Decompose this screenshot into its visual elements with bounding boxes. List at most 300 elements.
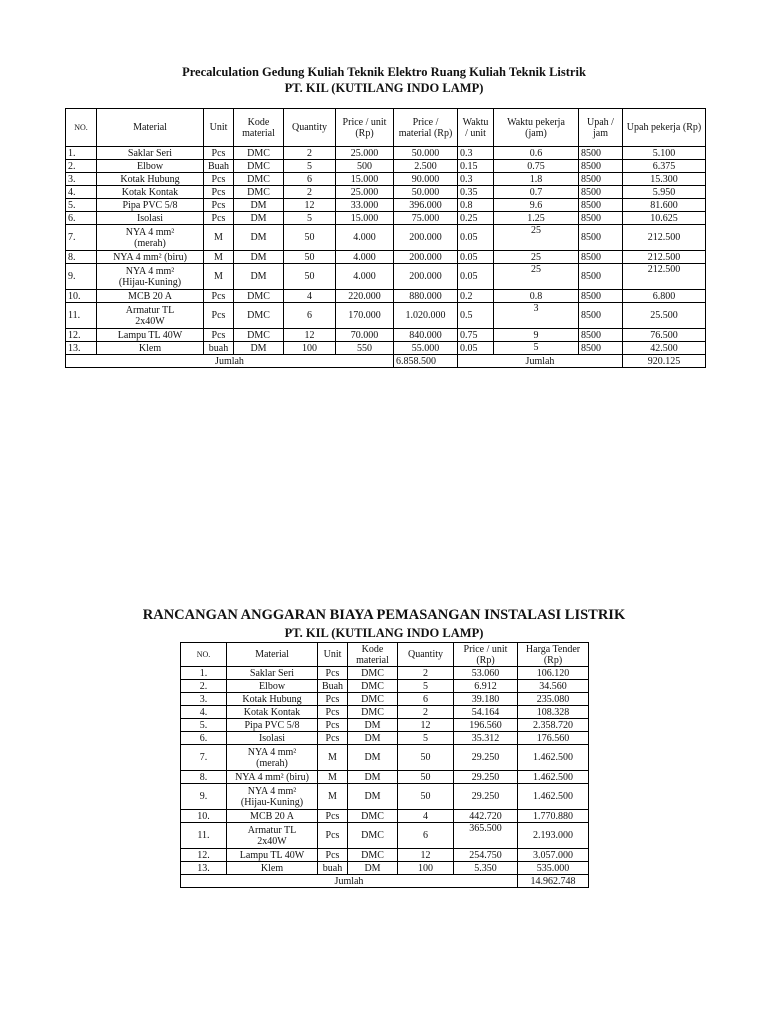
row-no: 4. (66, 186, 97, 199)
row-upah-jam: 8500 (579, 264, 623, 290)
row-upah-pekerja: 212.500 (623, 225, 706, 251)
precalc-row (66, 329, 706, 342)
rab-row-material (227, 680, 318, 693)
row-unit: Pcs (204, 186, 234, 199)
rab-row-harga: 176.560 (518, 732, 589, 745)
rab-row-harga: 1.462.500 (518, 745, 589, 771)
row-material (97, 160, 204, 173)
row-price-material: 2.500 (394, 160, 458, 173)
total-label-2: Jumlah (458, 355, 623, 368)
rab-header-harga: Harga Tender (Rp) (518, 643, 589, 667)
row-no: 11. (66, 303, 97, 329)
material-name: Kotak Kontak (243, 706, 301, 718)
row-quantity: 6 (284, 303, 336, 329)
rab-row-unit: Pcs (318, 719, 348, 732)
row-price-unit: 4.000 (336, 251, 394, 264)
row-upah-pekerja: 76.500 (623, 329, 706, 342)
row-waktu-pekerja: 1.25 (494, 212, 579, 225)
rab-row-material (227, 719, 318, 732)
precalc-row (66, 264, 706, 290)
row-waktu-pekerja: 0.8 (494, 290, 579, 303)
rab-row-price-unit: 5.350 (454, 862, 518, 875)
precalc-row (66, 173, 706, 186)
rab-row-unit: M (318, 771, 348, 784)
row-upah-jam: 8500 (579, 329, 623, 342)
precalc-row (66, 303, 706, 329)
precalc-total-row (66, 355, 706, 368)
precalc-row (66, 251, 706, 264)
rab-row-no: 10. (181, 810, 227, 823)
material-name: Elbow (136, 160, 164, 172)
material-name: Klem (260, 862, 284, 874)
rab-row-unit: Pcs (318, 667, 348, 680)
row-price-material: 840.000 (394, 329, 458, 342)
row-upah-pekerja: 6.375 (623, 160, 706, 173)
row-upah-jam: 8500 (579, 173, 623, 186)
row-no: 5. (66, 199, 97, 212)
rab-row-kode: DM (348, 784, 398, 810)
row-price-material: 50.000 (394, 186, 458, 199)
rab-row-price-unit: 442.720 (454, 810, 518, 823)
rab-row-price-unit: 196.560 (454, 719, 518, 732)
precalc-row (66, 199, 706, 212)
material-name: Lampu TL 40W (117, 329, 183, 341)
material-detail: (Hijau-Kuning) (240, 796, 304, 808)
rab-row-no: 2. (181, 680, 227, 693)
row-waktu-pekerja: 0.7 (494, 186, 579, 199)
rab-row-price-unit: 39.180 (454, 693, 518, 706)
row-waktu-unit: 0.8 (458, 199, 494, 212)
row-waktu-unit: 0.2 (458, 290, 494, 303)
precalc-row (66, 147, 706, 160)
row-kode: DM (234, 212, 284, 225)
row-upah-jam: 8500 (579, 290, 623, 303)
row-waktu-pekerja: 1.8 (494, 173, 579, 186)
material-name: Isolasi (258, 732, 286, 744)
rab-row-material (227, 810, 318, 823)
rab-row-kode: DMC (348, 810, 398, 823)
row-unit: Pcs (204, 303, 234, 329)
rab-row-no: 1. (181, 667, 227, 680)
row-price-material: 55.000 (394, 342, 458, 355)
material-name: NYA 4 mm² (biru) (235, 771, 309, 783)
rab-row-quantity: 5 (398, 680, 454, 693)
row-material (97, 147, 204, 160)
rab-row-unit: Pcs (318, 693, 348, 706)
row-price-unit: 170.000 (336, 303, 394, 329)
rab-row-material (227, 745, 318, 771)
material-detail: 2x40W (257, 835, 287, 847)
row-upah-pekerja: 212.500 (623, 264, 706, 290)
row-quantity: 50 (284, 251, 336, 264)
rab-total: 14.962.748 (518, 875, 589, 888)
row-waktu-unit: 0.25 (458, 212, 494, 225)
material-name: Saklar Seri (127, 147, 173, 159)
rab-row (181, 862, 589, 875)
rab-row-quantity: 50 (398, 745, 454, 771)
rab-company: PT. KIL (KUTILANG INDO LAMP) (284, 626, 484, 640)
row-upah-jam: 8500 (579, 251, 623, 264)
rab-row-material (227, 862, 318, 875)
row-quantity: 50 (284, 225, 336, 251)
rab-row-harga: 1.462.500 (518, 771, 589, 784)
rab-row (181, 823, 589, 849)
rab-row-harga: 235.080 (518, 693, 589, 706)
row-quantity: 2 (284, 186, 336, 199)
rab-row-harga: 2.358.720 (518, 719, 589, 732)
row-kode: DMC (234, 186, 284, 199)
rab-row-price-unit: 54.164 (454, 706, 518, 719)
precalc-table (65, 108, 706, 368)
row-no: 10. (66, 290, 97, 303)
row-material (97, 264, 204, 290)
row-no: 8. (66, 251, 97, 264)
row-no: 1. (66, 147, 97, 160)
rab-row-quantity: 100 (398, 862, 454, 875)
rab-row (181, 706, 589, 719)
material-detail: (merah) (256, 757, 288, 769)
row-upah-jam: 8500 (579, 160, 623, 173)
precalc-row (66, 290, 706, 303)
material-name: Armatur TL (125, 304, 175, 316)
rab-row-material (227, 849, 318, 862)
row-waktu-pekerja: 9.6 (494, 199, 579, 212)
row-kode: DM (234, 199, 284, 212)
row-upah-pekerja: 15.300 (623, 173, 706, 186)
row-waktu-pekerja: 0.75 (494, 160, 579, 173)
rab-row-kode: DMC (348, 849, 398, 862)
row-price-unit: 15.000 (336, 212, 394, 225)
rab-row (181, 732, 589, 745)
rab-row (181, 849, 589, 862)
row-unit: Pcs (204, 147, 234, 160)
rab-row-quantity: 6 (398, 693, 454, 706)
row-unit: buah (204, 342, 234, 355)
row-waktu-unit: 0.3 (458, 173, 494, 186)
rab-row-price-unit: 29.250 (454, 784, 518, 810)
row-kode: DMC (234, 160, 284, 173)
row-upah-jam: 8500 (579, 147, 623, 160)
rab-row (181, 784, 589, 810)
rab-row-kode: DM (348, 745, 398, 771)
row-waktu-unit: 0.05 (458, 342, 494, 355)
row-quantity: 4 (284, 290, 336, 303)
rab-row (181, 771, 589, 784)
precalc-company: PT. KIL (KUTILANG INDO LAMP) (284, 81, 484, 95)
row-material (97, 186, 204, 199)
rab-row-no: 12. (181, 849, 227, 862)
rab-row-price-unit: 254.750 (454, 849, 518, 862)
rab-title: RANCANGAN ANGGARAN BIAYA PEMASANGAN INSTALASI LISTRIK (142, 607, 626, 623)
rab-row-price-unit: 35.312 (454, 732, 518, 745)
rab-row-kode: DM (348, 719, 398, 732)
row-kode: DMC (234, 303, 284, 329)
rab-row-harga: 106.120 (518, 667, 589, 680)
header-upah-pekerja: Upah pekerja (Rp) (623, 109, 706, 147)
row-kode: DM (234, 264, 284, 290)
row-no: 2. (66, 160, 97, 173)
rab-row (181, 667, 589, 680)
row-material (97, 251, 204, 264)
row-waktu-pekerja: 25 (494, 225, 579, 251)
row-quantity: 5 (284, 212, 336, 225)
row-price-material: 50.000 (394, 147, 458, 160)
rab-row-material (227, 771, 318, 784)
row-price-unit: 25.000 (336, 186, 394, 199)
row-quantity: 6 (284, 173, 336, 186)
rab-row-harga: 1.462.500 (518, 784, 589, 810)
rab-row-unit: Pcs (318, 732, 348, 745)
material-name: Armatur TL (247, 824, 297, 836)
material-name: Kotak Hubung (120, 173, 180, 185)
row-kode: DM (234, 251, 284, 264)
row-quantity: 100 (284, 342, 336, 355)
total-label: Jumlah (66, 355, 394, 368)
rab-row-quantity: 5 (398, 732, 454, 745)
rab-row-material (227, 732, 318, 745)
rab-row (181, 719, 589, 732)
rab-row-kode: DMC (348, 693, 398, 706)
row-unit: Pcs (204, 290, 234, 303)
row-price-unit: 33.000 (336, 199, 394, 212)
header-quantity: Quantity (284, 109, 336, 147)
row-material (97, 199, 204, 212)
rab-row-no: 11. (181, 823, 227, 849)
rab-row-quantity: 50 (398, 784, 454, 810)
row-upah-jam: 8500 (579, 212, 623, 225)
row-waktu-unit: 0.35 (458, 186, 494, 199)
rab-total-row (181, 875, 589, 888)
header-price-unit: Price / unit (Rp) (336, 109, 394, 147)
rab-row-material (227, 667, 318, 680)
row-upah-pekerja: 6.800 (623, 290, 706, 303)
row-waktu-unit: 0.05 (458, 264, 494, 290)
row-waktu-pekerja: 3 (494, 303, 579, 329)
row-waktu-unit: 0.75 (458, 329, 494, 342)
precalc-title: Precalculation Gedung Kuliah Teknik Elektro Ruang Kuliah Teknik Listrik (182, 65, 586, 79)
rab-row-quantity: 12 (398, 719, 454, 732)
row-price-unit: 25.000 (336, 147, 394, 160)
rab-row-material (227, 784, 318, 810)
row-unit: Pcs (204, 199, 234, 212)
rab-row-kode: DM (348, 732, 398, 745)
precalc-row (66, 342, 706, 355)
precalc-row (66, 212, 706, 225)
rab-row-quantity: 2 (398, 706, 454, 719)
row-material (97, 225, 204, 251)
rab-header-no: NO. (181, 643, 227, 667)
rab-row-unit: M (318, 784, 348, 810)
row-price-material: 200.000 (394, 264, 458, 290)
row-price-unit: 4.000 (336, 225, 394, 251)
row-upah-jam: 8500 (579, 303, 623, 329)
rab-row-no: 3. (181, 693, 227, 706)
rab-row-harga: 2.193.000 (518, 823, 589, 849)
material-name: Lampu TL 40W (239, 849, 305, 861)
material-name: NYA 4 mm² (125, 265, 175, 277)
rab-row-no: 8. (181, 771, 227, 784)
rab-row-kode: DM (348, 862, 398, 875)
row-material (97, 342, 204, 355)
header-waktu-pekerja: Waktu pekerja (jam) (494, 109, 579, 147)
material-name: MCB 20 A (250, 810, 294, 822)
material-name: Elbow (258, 680, 286, 692)
material-name: Isolasi (136, 212, 164, 224)
row-kode: DMC (234, 173, 284, 186)
row-price-material: 75.000 (394, 212, 458, 225)
row-no: 7. (66, 225, 97, 251)
rab-row-quantity: 50 (398, 771, 454, 784)
row-upah-pekerja: 5.950 (623, 186, 706, 199)
rab-header-price-unit: Price / unit (Rp) (454, 643, 518, 667)
row-unit: M (204, 251, 234, 264)
row-waktu-pekerja: 0.6 (494, 147, 579, 160)
row-kode: DMC (234, 290, 284, 303)
rab-row-quantity: 12 (398, 849, 454, 862)
row-unit: Pcs (204, 212, 234, 225)
rab-row-unit: Pcs (318, 849, 348, 862)
row-kode: DMC (234, 329, 284, 342)
row-unit: M (204, 225, 234, 251)
row-price-unit: 4.000 (336, 264, 394, 290)
rab-row-kode: DMC (348, 680, 398, 693)
row-price-material: 880.000 (394, 290, 458, 303)
rab-row (181, 745, 589, 771)
rab-row-price-unit: 6.912 (454, 680, 518, 693)
material-name: Klem (138, 342, 162, 354)
row-price-material: 200.000 (394, 251, 458, 264)
material-detail: 2x40W (135, 315, 165, 327)
rab-row-kode: DMC (348, 823, 398, 849)
rab-header-row (181, 643, 589, 667)
row-kode: DMC (234, 147, 284, 160)
header-upah-jam: Upah / jam (579, 109, 623, 147)
rab-row-material (227, 823, 318, 849)
rab-row (181, 810, 589, 823)
row-upah-pekerja: 10.625 (623, 212, 706, 225)
header-material: Material (97, 109, 204, 147)
rab-row-no: 4. (181, 706, 227, 719)
header-kode: Kode material (234, 109, 284, 147)
material-name: MCB 20 A (128, 290, 172, 302)
row-price-material: 1.020.000 (394, 303, 458, 329)
row-waktu-unit: 0.5 (458, 303, 494, 329)
rab-row-no: 9. (181, 784, 227, 810)
rab-row-quantity: 2 (398, 667, 454, 680)
row-no: 13. (66, 342, 97, 355)
rab-row-kode: DM (348, 771, 398, 784)
row-unit: Buah (204, 160, 234, 173)
material-name: NYA 4 mm² (125, 226, 175, 238)
row-price-material: 90.000 (394, 173, 458, 186)
rab-row-unit: buah (318, 862, 348, 875)
material-name: Saklar Seri (249, 667, 295, 679)
row-no: 9. (66, 264, 97, 290)
rab-row (181, 693, 589, 706)
header-waktu-unit: Waktu / unit (458, 109, 494, 147)
material-name: Pipa PVC 5/8 (244, 719, 300, 731)
precalc-row (66, 225, 706, 251)
header-no: NO. (66, 109, 97, 147)
rab-row-material (227, 706, 318, 719)
row-quantity: 50 (284, 264, 336, 290)
row-quantity: 5 (284, 160, 336, 173)
precalc-row (66, 186, 706, 199)
row-waktu-pekerja: 25 (494, 264, 579, 290)
rab-row-unit: Pcs (318, 823, 348, 849)
row-waktu-unit: 0.05 (458, 251, 494, 264)
rab-row-kode: DMC (348, 706, 398, 719)
row-no: 6. (66, 212, 97, 225)
header-price-material: Price / material (Rp) (394, 109, 458, 147)
rab-row-price-unit: 29.250 (454, 771, 518, 784)
row-upah-jam: 8500 (579, 186, 623, 199)
material-name: Pipa PVC 5/8 (122, 199, 178, 211)
row-price-unit: 70.000 (336, 329, 394, 342)
row-waktu-pekerja: 9 (494, 329, 579, 342)
row-material (97, 173, 204, 186)
material-name: Kotak Kontak (121, 186, 179, 198)
rab-row-quantity: 4 (398, 810, 454, 823)
material-name: NYA 4 mm² (biru) (113, 251, 187, 263)
row-material (97, 290, 204, 303)
row-no: 3. (66, 173, 97, 186)
row-quantity: 12 (284, 329, 336, 342)
rab-header-kode: Kode material (348, 643, 398, 667)
rab-row-harga: 108.328 (518, 706, 589, 719)
rab-row-no: 13. (181, 862, 227, 875)
material-detail: (Hijau-Kuning) (118, 276, 182, 288)
row-waktu-unit: 0.15 (458, 160, 494, 173)
rab-row-unit: Pcs (318, 810, 348, 823)
row-upah-pekerja: 212.500 (623, 251, 706, 264)
rab-row-harga: 34.560 (518, 680, 589, 693)
rab-header-quantity: Quantity (398, 643, 454, 667)
rab-row (181, 680, 589, 693)
row-material (97, 303, 204, 329)
row-material (97, 212, 204, 225)
row-material (97, 329, 204, 342)
material-detail: (merah) (134, 237, 166, 249)
precalc-header-row (66, 109, 706, 147)
row-price-material: 396.000 (394, 199, 458, 212)
rab-row-no: 5. (181, 719, 227, 732)
row-quantity: 2 (284, 147, 336, 160)
rab-row-price-unit: 29.250 (454, 745, 518, 771)
row-upah-jam: 8500 (579, 199, 623, 212)
row-upah-pekerja: 25.500 (623, 303, 706, 329)
row-quantity: 12 (284, 199, 336, 212)
total-upah: 920.125 (623, 355, 706, 368)
rab-row-no: 6. (181, 732, 227, 745)
rab-row-unit: Buah (318, 680, 348, 693)
row-waktu-pekerja: 5 (494, 342, 579, 355)
material-name: Kotak Hubung (242, 693, 302, 705)
row-unit: Pcs (204, 173, 234, 186)
rab-header-unit: Unit (318, 643, 348, 667)
rab-row-harga: 535.000 (518, 862, 589, 875)
row-price-unit: 550 (336, 342, 394, 355)
rab-row-harga: 1.770.880 (518, 810, 589, 823)
rab-row-harga: 3.057.000 (518, 849, 589, 862)
material-name: NYA 4 mm² (247, 746, 297, 758)
rab-row-kode: DMC (348, 667, 398, 680)
rab-row-no: 7. (181, 745, 227, 771)
material-name: NYA 4 mm² (247, 785, 297, 797)
row-price-material: 200.000 (394, 225, 458, 251)
header-unit: Unit (204, 109, 234, 147)
row-kode: DM (234, 225, 284, 251)
